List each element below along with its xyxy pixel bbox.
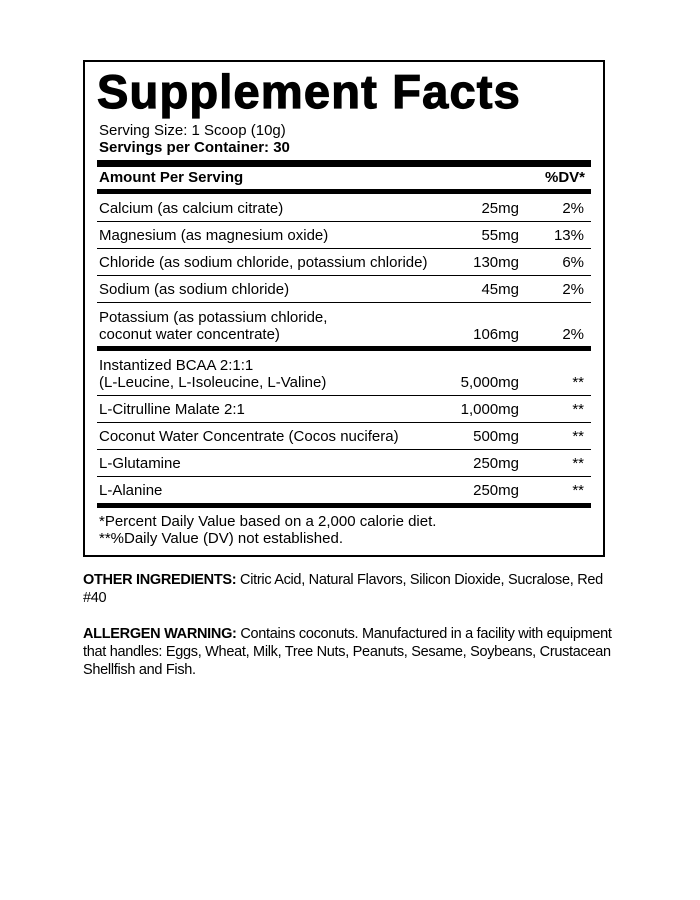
nutrient-name: Potassium (as potassium chloride, coconut water concentrate) [99, 309, 328, 343]
ingredient-name: L-Glutamine [99, 455, 181, 472]
nutrient-dv: 6% [562, 254, 584, 271]
other-ingredients [83, 571, 623, 607]
footnote-dv: *Percent Daily Value based on a 2,000 calorie diet. [99, 513, 437, 530]
thick-divider [97, 160, 591, 167]
nutrient-amount: 130mg [473, 254, 519, 271]
ingredient-row [99, 477, 589, 499]
other-ingredients-label: OTHER INGREDIENTS: [83, 572, 237, 588]
amount-per-serving-header: Amount Per Serving [99, 169, 244, 186]
nutrient-amount: 106mg [473, 326, 519, 343]
ingredient-dv: ** [572, 428, 584, 445]
ingredient-row [99, 450, 589, 472]
nutrient-amount: 25mg [481, 200, 519, 217]
ingredient-dv: ** [572, 374, 584, 391]
ingredient-amount: 250mg [473, 455, 519, 472]
ingredient-row [99, 352, 589, 391]
nutrient-row [99, 303, 589, 343]
ingredient-row [99, 423, 589, 445]
nutrient-row [99, 194, 589, 217]
nutrient-amount: 45mg [481, 281, 519, 298]
nutrient-name: Calcium (as calcium citrate) [99, 200, 284, 217]
ingredient-amount: 1,000mg [460, 401, 519, 418]
footnote-not-established: **%Daily Value (DV) not established. [99, 530, 344, 547]
ingredient-amount: 500mg [473, 428, 519, 445]
ingredient-dv: ** [572, 401, 584, 418]
nutrient-dv: 13% [553, 227, 584, 244]
nutrient-dv: 2% [562, 281, 584, 298]
ingredient-name: Coconut Water Concentrate (Cocos nucifera) [99, 428, 399, 445]
ingredient-name: L-Alanine [99, 482, 163, 499]
ingredient-name: Instantized BCAA 2:1:1 (L-Leucine, L-Isoleucine, L-Valine) [99, 357, 327, 391]
nutrient-name: Chloride (as sodium chloride, potassium chloride) [99, 254, 428, 271]
panel-title: Supplement Facts [97, 65, 522, 118]
servings-per-container: Servings per Container: 30 [99, 139, 290, 156]
dv-header: %DV* [544, 169, 585, 186]
allergen-warning-text: Contains coconuts. Manufactured in a facility with equipment that handles: Eggs, Wheat, Milk, Tree Nuts, Peanuts, Sesame, Soybeans, Crustacean Shellfish and Fish. [83, 626, 612, 678]
footnote-divider [97, 503, 591, 508]
ingredient-dv: ** [572, 455, 584, 472]
ingredient-amount: 250mg [473, 482, 519, 499]
supplement-facts-panel [83, 60, 605, 557]
serving-size: Serving Size: 1 Scoop (10g) [99, 122, 286, 139]
ingredient-row [99, 396, 589, 418]
section-divider [97, 346, 591, 351]
nutrient-dv: 2% [562, 326, 584, 343]
ingredient-amount: 5,000mg [460, 374, 519, 391]
ingredient-dv: ** [572, 482, 584, 499]
nutrient-row [99, 276, 589, 298]
allergen-warning-label: ALLERGEN WARNING: [83, 626, 237, 642]
nutrient-amount: 55mg [481, 227, 519, 244]
other-ingredients-text: Citric Acid, Natural Flavors, Silicon Dioxide, Sucralose, Red #40 [83, 572, 603, 606]
nutrient-dv: 2% [562, 200, 584, 217]
nutrient-name: Magnesium (as magnesium oxide) [99, 227, 329, 244]
nutrient-row [99, 249, 589, 271]
nutrient-name: Sodium (as sodium chloride) [99, 281, 290, 298]
ingredient-name: L-Citrulline Malate 2:1 [99, 401, 245, 418]
allergen-warning [83, 625, 623, 679]
nutrient-row [99, 222, 589, 244]
